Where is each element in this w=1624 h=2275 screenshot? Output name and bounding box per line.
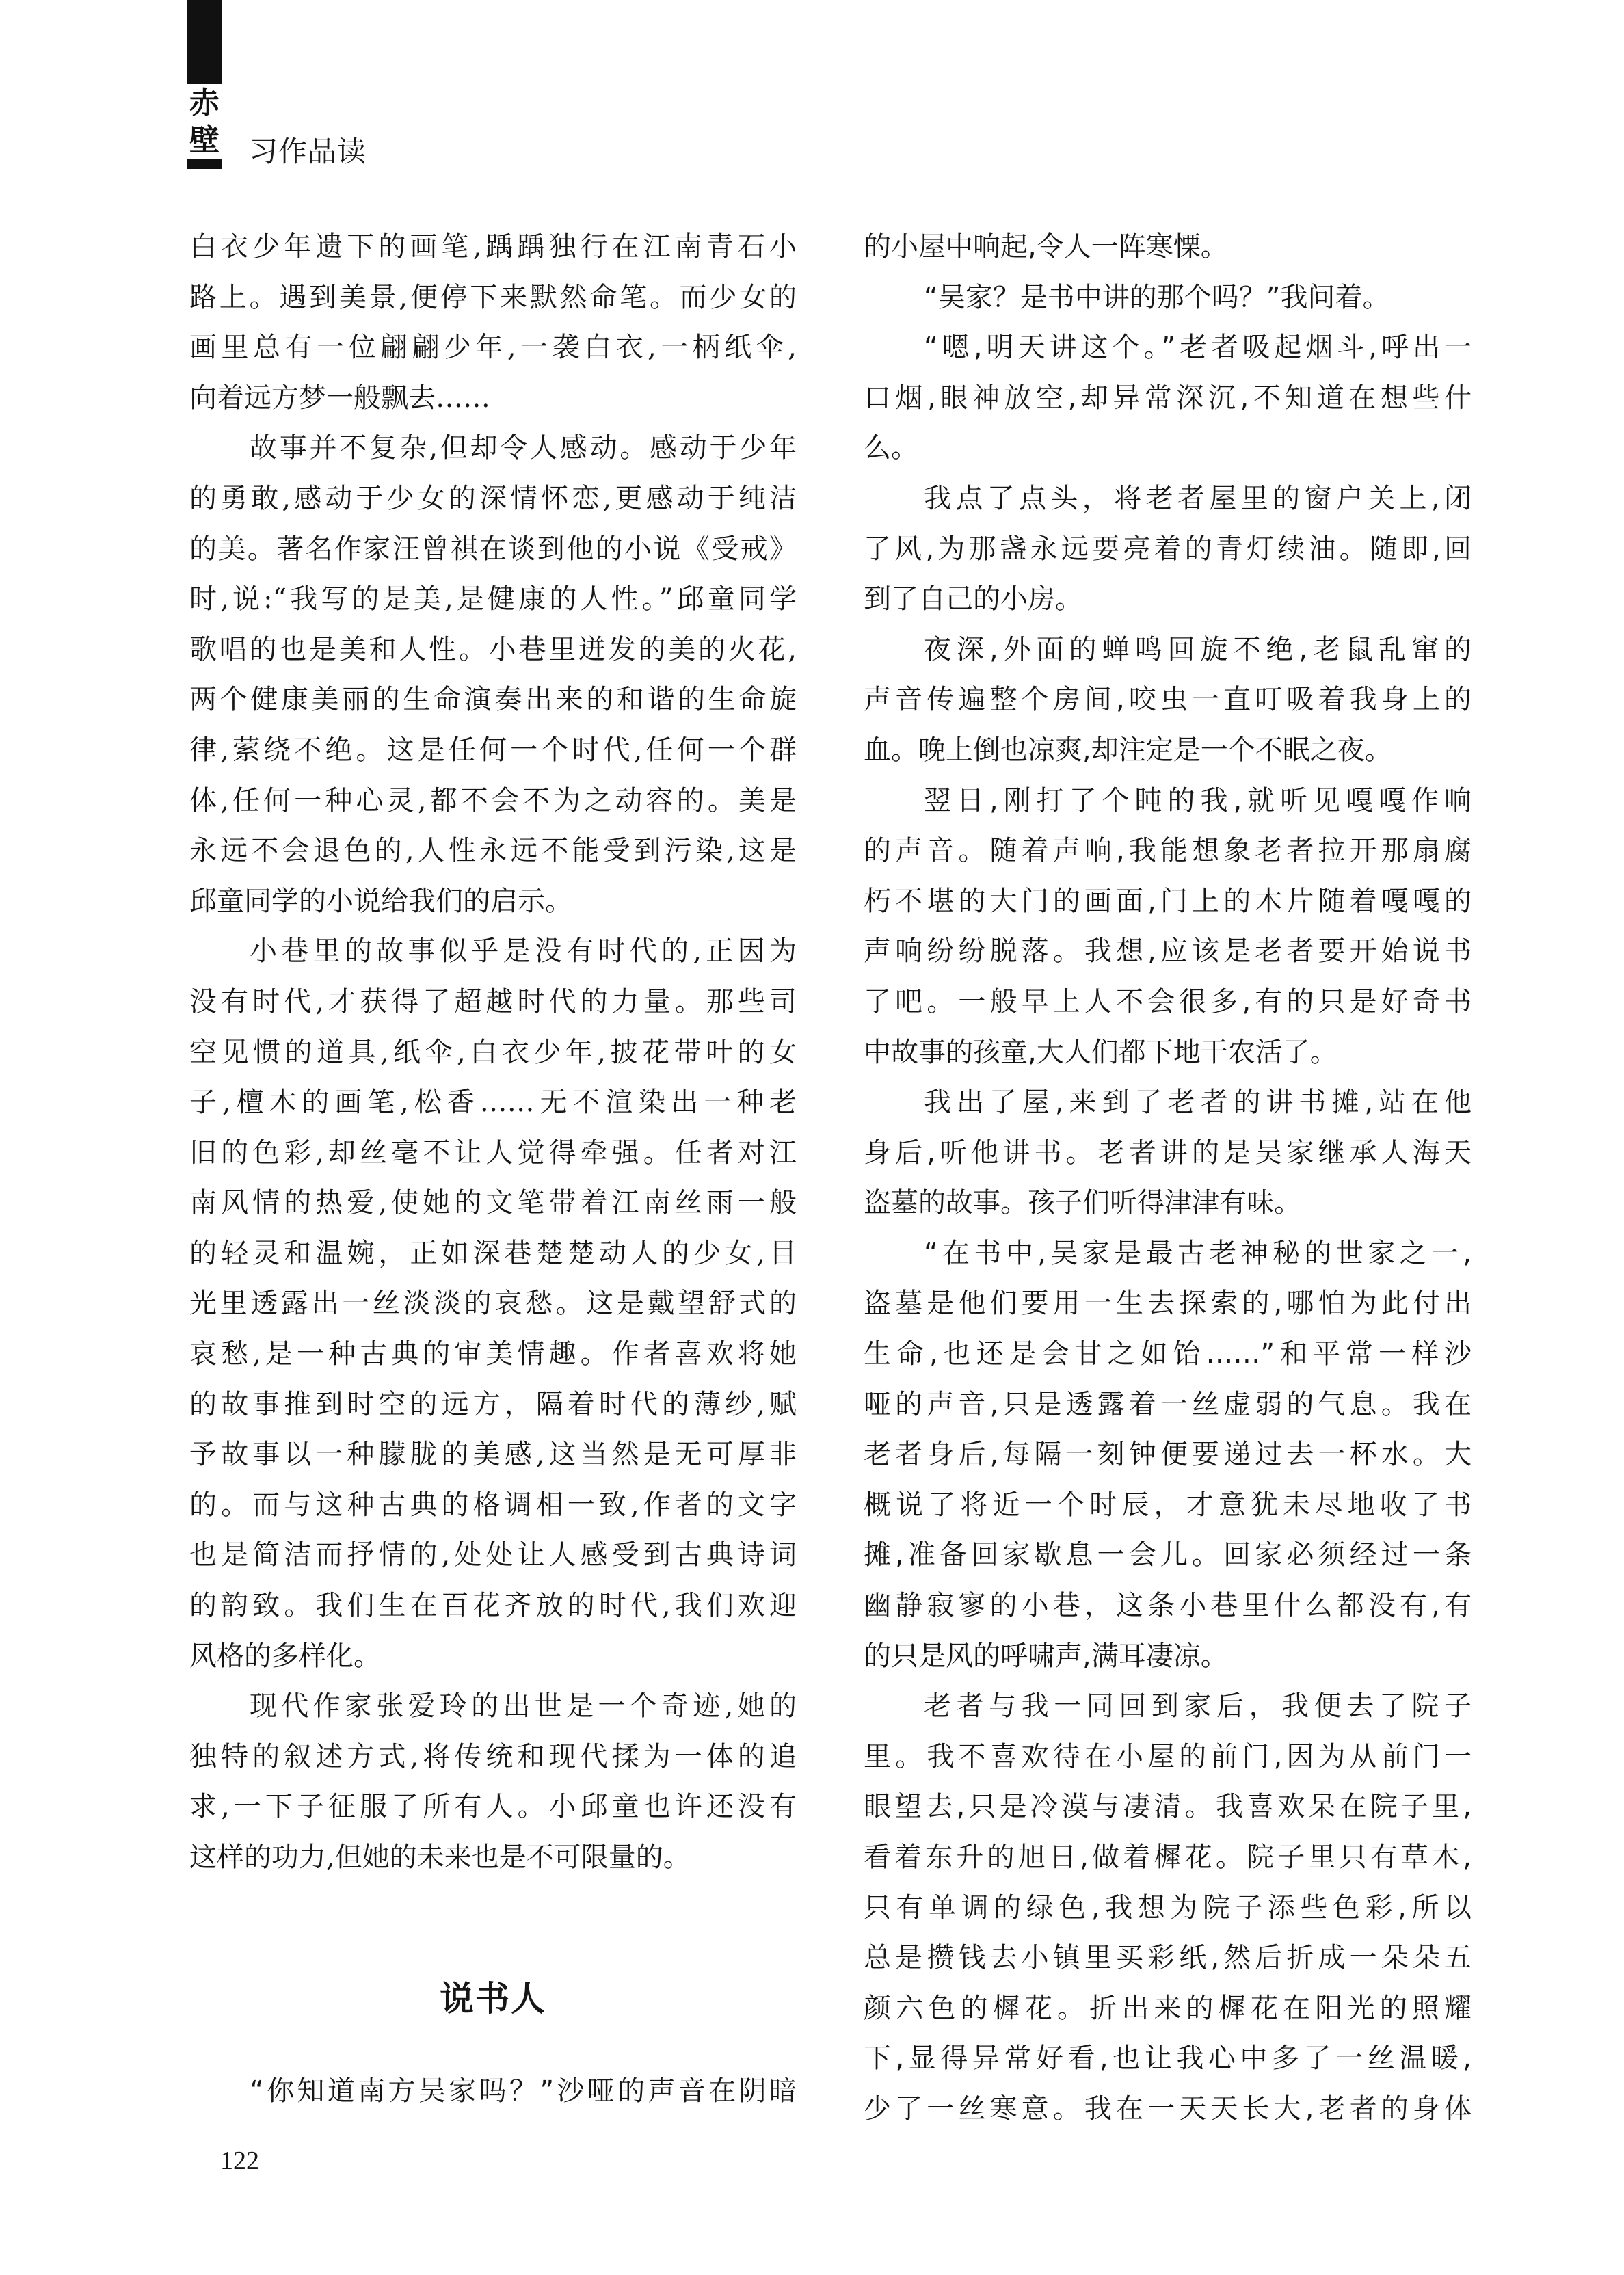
- text-line: 路上。遇到美景,便停下来默然命笔。而少女的: [189, 281, 797, 313]
- text-line: 只有单调的绿色,我想为院子添些色彩,所以: [864, 1891, 1472, 1924]
- text-line: 声响纷纷脱落。我想,应该是老者要开始说书: [864, 935, 1472, 968]
- logo-bar-top: [187, 0, 222, 84]
- text-line: 我出了屋,来到了老者的讲书摊,站在他: [924, 1087, 1472, 1119]
- text-line: 身后,听他讲书。老者讲的是吴家继承人海天: [864, 1136, 1472, 1169]
- text-line: 光里透露出一丝淡淡的哀愁。这是戴望舒式的: [189, 1288, 797, 1320]
- text-line: 盗墓的故事。孩子们听得津津有味。: [864, 1187, 1301, 1219]
- text-line: 空见惯的道具,纸伞,白衣少年,披花带叶的女: [189, 1036, 797, 1068]
- story-title: 说书人: [440, 1979, 546, 2019]
- text-line: 了风,为那盏永远要亮着的青灯续油。随即,回: [864, 533, 1472, 565]
- text-line: 看着东升的旭日,做着樨花。院子里只有草木,: [864, 1841, 1472, 1873]
- text-line: 予故事以一种朦胧的美感,这当然是无可厚非: [189, 1439, 797, 1471]
- text-line: 求,一下子征服了所有人。小邱童也许还没有: [189, 1791, 797, 1823]
- text-line: 声音传遍整个房间,咬虫一直叮吸着我身上的: [864, 684, 1472, 716]
- text-line: 的勇敢,感动于少女的深情怀恋,更感动于纯洁: [189, 482, 797, 514]
- text-line: 时,说:“我写的是美,是健康的人性。”邱童同学: [189, 583, 797, 615]
- paragraph: [864, 1078, 1472, 1229]
- paragraph: [864, 776, 1472, 1078]
- story-opening: [189, 2066, 797, 2117]
- text-line: 也是简洁而抒情的,处处让人感受到古典诗词: [189, 1539, 797, 1571]
- text-line: 邱童同学的小说给我们的启示。: [189, 885, 572, 917]
- text-line: “在书中,吴家是最古老神秘的世家之一,: [924, 1237, 1472, 1269]
- logo-char-chi: 赤: [189, 85, 219, 120]
- text-line: 没有时代,才获得了超越时代的力量。那些司: [189, 985, 797, 1017]
- paragraph: [864, 625, 1472, 776]
- section-title: 习作品读: [249, 135, 367, 168]
- text-line: 总是攒钱去小镇里买彩纸,然后折成一朵朵五: [864, 1942, 1472, 1974]
- text-line: 朽不堪的大门的画面,门上的木片随着嘎嘎的: [864, 885, 1472, 917]
- text-line: 血。晚上倒也凉爽,却注定是一个不眠之夜。: [864, 734, 1392, 766]
- paragraph: [189, 423, 797, 927]
- logo-bar-bottom: [187, 159, 222, 169]
- text-line: 律,萦绕不绝。这是任何一个时代,任何一个群: [189, 734, 797, 766]
- text-line: 旧的色彩,却丝毫不让人觉得牵强。任者对江: [189, 1136, 797, 1169]
- text-line: 的。而与这种古典的格调相一致,作者的文字: [189, 1489, 797, 1521]
- paragraph: [864, 273, 1472, 323]
- paragraph: [189, 927, 797, 1681]
- text-line: 哀愁,是一种古典的审美情趣。作者喜欢将她: [189, 1338, 797, 1370]
- text-line: 颜六色的樨花。折出来的樨花在阳光的照耀: [864, 1992, 1472, 2024]
- text-line: 体,任何一种心灵,都不会不为之动容的。美是: [189, 784, 797, 816]
- text-line: 盗墓是他们要用一生去探索的,哪怕为此付出: [864, 1288, 1472, 1320]
- text-line: 到了自己的小房。: [864, 583, 1082, 615]
- text-line: 的轻灵和温婉，正如深巷楚楚动人的少女,目: [189, 1237, 797, 1269]
- text-line: 子,檀木的画笔,松香……无不渲染出一种老: [189, 1087, 797, 1119]
- text-line: 画里总有一位翩翩少年,一袭白衣,一柄纸伞,: [189, 332, 797, 364]
- text-line: 的小屋中响起,令人一阵寒慄。: [864, 231, 1228, 263]
- text-line: “你知道南方吴家吗？”沙哑的声音在阴暗: [250, 2075, 797, 2107]
- text-line: 风格的多样化。: [189, 1640, 381, 1672]
- text-line: 小巷里的故事似乎是没有时代的,正因为: [250, 935, 797, 968]
- paragraph: [864, 1681, 1472, 2134]
- text-line: 口烟,眼神放空,却异常深沉,不知道在想些什: [864, 382, 1472, 414]
- paragraph: [864, 222, 1472, 273]
- paragraph: [864, 1229, 1472, 1681]
- text-line: 的只是风的呼啸声,满耳凄凉。: [864, 1640, 1228, 1672]
- text-line: 老者与我一同回到家后，我便去了院子: [924, 1690, 1472, 1722]
- text-line: 中故事的孩童,大人们都下地干农活了。: [864, 1036, 1337, 1068]
- text-line: 向着远方梦一般飘去……: [189, 382, 490, 414]
- text-line: 故事并不复杂,但却令人感动。感动于少年: [250, 432, 797, 464]
- paragraph: [189, 222, 797, 423]
- text-line: 么。: [864, 432, 918, 464]
- left-column: [189, 222, 797, 1883]
- text-line: 两个健康美丽的生命演奏出来的和谐的生命旋: [189, 684, 797, 716]
- text-line: 幽静寂寥的小巷，这条小巷里什么都没有,有: [864, 1590, 1472, 1622]
- text-line: “嗯,明天讲这个。”老者吸起烟斗,呼出一: [924, 332, 1472, 364]
- text-line: “吴家？是书中讲的那个吗？”我问着。: [924, 281, 1390, 313]
- paragraph: [864, 323, 1472, 474]
- page-number: 122: [220, 2146, 259, 2175]
- right-column: [864, 222, 1472, 2135]
- text-line: 独特的叙述方式,将传统和现代揉为一体的追: [189, 1740, 797, 1772]
- paragraph: [189, 1681, 797, 1882]
- text-line: 的美。著名作家汪曾祺在谈到他的小说《受戒》: [189, 533, 797, 565]
- text-line: 夜深,外面的蝉鸣回旋不绝,老鼠乱窜的: [924, 633, 1472, 665]
- magazine-logo: [187, 0, 222, 169]
- text-line: 歌唱的也是美和人性。小巷里迸发的美的火花,: [189, 633, 797, 665]
- text-line: 摊,准备回家歇息一会儿。回家必须经过一条: [864, 1539, 1472, 1571]
- paragraph: [864, 474, 1472, 625]
- logo-char-bi: 壁: [189, 123, 219, 158]
- text-line: 了吧。一般早上人不会很多,有的只是好奇书: [864, 985, 1472, 1017]
- text-line: 翌日,刚打了个盹的我,就听见嘎嘎作响: [924, 784, 1472, 816]
- text-line: 生命,也还是会甘之如饴……”和平常一样沙: [864, 1338, 1472, 1370]
- text-line: 南风情的热爱,使她的文笔带着江南丝雨一般: [189, 1187, 797, 1219]
- text-line: 的故事推到时空的远方，隔着时代的薄纱,赋: [189, 1388, 797, 1420]
- text-line: 我点了点头，将老者屋里的窗户关上,闭: [924, 482, 1472, 514]
- text-line: 眼望去,只是冷漠与凄清。我喜欢呆在院子里,: [864, 1791, 1472, 1823]
- text-line: 哑的声音,只是透露着一丝虚弱的气息。我在: [864, 1388, 1472, 1420]
- text-line: 概说了将近一个时辰，才意犹未尽地收了书: [864, 1489, 1472, 1521]
- text-line: 的声音。随着声响,我能想象老者拉开那扇腐: [864, 835, 1472, 867]
- text-line: 里。我不喜欢待在小屋的前门,因为从前门一: [864, 1740, 1472, 1772]
- text-line: 少了一丝寒意。我在一天天长大,老者的身体: [864, 2092, 1472, 2125]
- text-line: 这样的功力,但她的未来也是不可限量的。: [189, 1841, 691, 1873]
- text-line: 的韵致。我们生在百花齐放的时代,我们欢迎: [189, 1590, 797, 1622]
- text-line: 老者身后,每隔一刻钟便要递过去一杯水。大: [864, 1439, 1472, 1471]
- text-line: 白衣少年遗下的画笔,踽踽独行在江南青石小: [189, 231, 797, 263]
- text-line: 现代作家张爱玲的出世是一个奇迹,她的: [250, 1690, 797, 1722]
- text-line: 下,显得异常好看,也让我心中多了一丝温暖,: [864, 2043, 1472, 2075]
- text-line: 永远不会退色的,人性永远不能受到污染,这是: [189, 835, 797, 867]
